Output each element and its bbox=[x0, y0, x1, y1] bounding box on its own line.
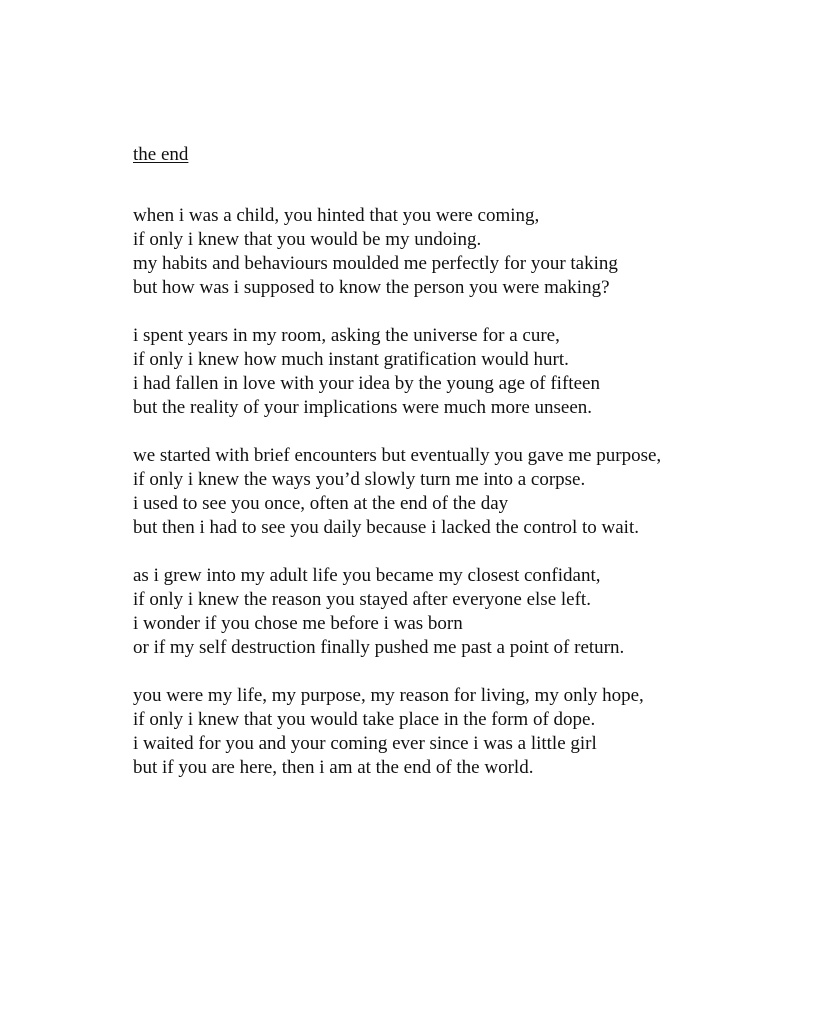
poem-line: if only i knew the ways you’d slowly turn me into a corpse. bbox=[133, 469, 586, 490]
stanza-5 bbox=[133, 684, 773, 780]
poem-line: but how was i supposed to know the person you were making? bbox=[133, 277, 610, 298]
poem-line: or if my self destruction finally pushed me past a point of return. bbox=[133, 637, 625, 658]
poem-line: i waited for you and your coming ever since i was a little girl bbox=[133, 733, 597, 754]
poem-line: if only i knew the reason you stayed after everyone else left. bbox=[133, 589, 591, 610]
stanza-2 bbox=[133, 324, 773, 420]
poem-line: i had fallen in love with your idea by the young age of fifteen bbox=[133, 373, 600, 394]
poem-line: i wonder if you chose me before i was born bbox=[133, 613, 463, 634]
poem-line: i spent years in my room, asking the universe for a cure, bbox=[133, 325, 560, 346]
stanza-3 bbox=[133, 444, 773, 540]
poem-line: as i grew into my adult life you became my closest confidant, bbox=[133, 565, 601, 586]
stanza-1 bbox=[133, 204, 773, 300]
poem-line: when i was a child, you hinted that you were coming, bbox=[133, 205, 540, 226]
poem-title: the end bbox=[133, 144, 189, 165]
poem-line: my habits and behaviours moulded me perfectly for your taking bbox=[133, 253, 618, 274]
poem-line: but if you are here, then i am at the end of the world. bbox=[133, 757, 534, 778]
poem-line: i used to see you once, often at the end of the day bbox=[133, 493, 509, 514]
poem-line: if only i knew that you would be my undoing. bbox=[133, 229, 482, 250]
poem-line: but the reality of your implications were much more unseen. bbox=[133, 397, 593, 418]
poem bbox=[133, 142, 773, 804]
poem-line: we started with brief encounters but eventually you gave me purpose, bbox=[133, 445, 662, 466]
poem-line: but then i had to see you daily because i lacked the control to wait. bbox=[133, 517, 639, 538]
stanza-4 bbox=[133, 564, 773, 660]
poem-line: you were my life, my purpose, my reason for living, my only hope, bbox=[133, 685, 644, 706]
poem-line: if only i knew how much instant gratification would hurt. bbox=[133, 349, 569, 370]
poem-line: if only i knew that you would take place in the form of dope. bbox=[133, 709, 596, 730]
